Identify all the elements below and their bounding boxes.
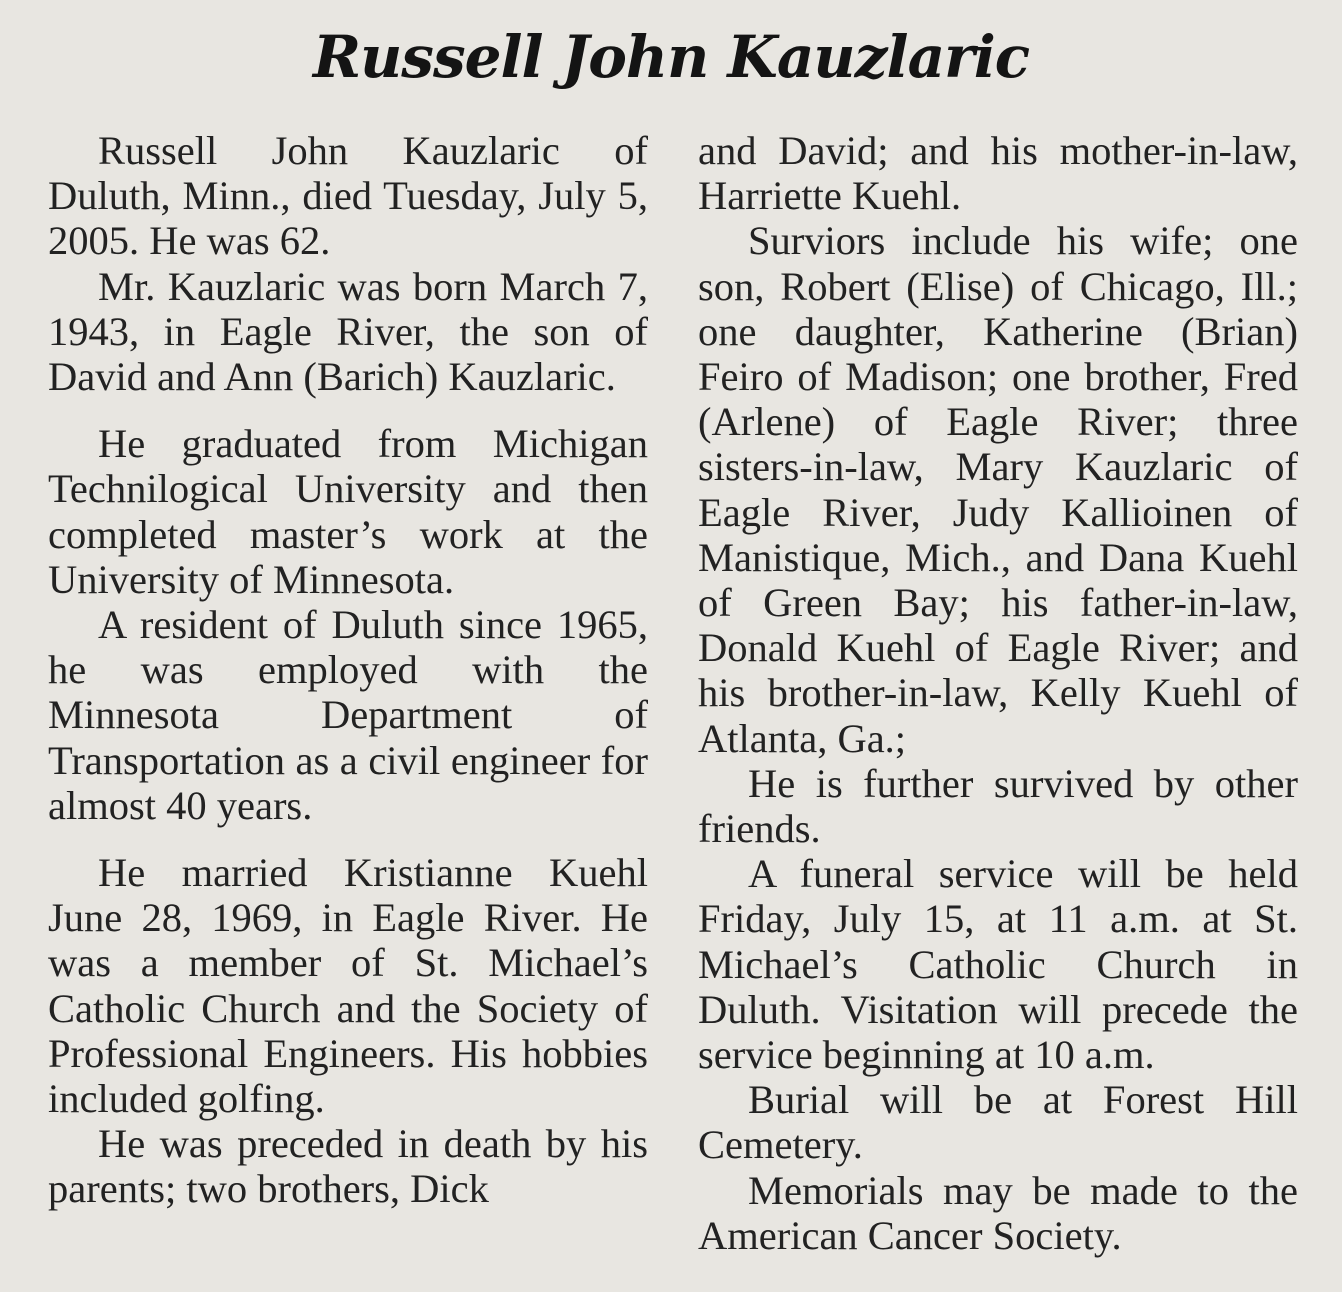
paragraph-preceded-continued: and David; and his mother-in-law, Harriette Kuehl. bbox=[698, 128, 1298, 219]
paragraph-preceded-in-death: He was preceded in death by his parents; two brothers, Dick bbox=[48, 1121, 648, 1212]
obituary-title: Russell John Kauzlaric bbox=[312, 23, 1030, 91]
paragraph-education: He graduated from Michigan Technilogical University and then completed master’s work at the University of Minnesota. bbox=[48, 421, 648, 602]
paragraph-birth: Mr. Kauzlaric was born March 7, 1943, in Eagle River, the son of David and Ann (Barich) Kauzlaric. bbox=[48, 263, 648, 400]
right-column bbox=[698, 128, 1298, 1258]
paragraph-death-notice: Russell John Kauzlaric of Duluth, Minn., died Tuesday, July 5, 2005. He was 62. bbox=[48, 128, 648, 264]
paragraph-career: A resident of Duluth since 1965, he was employed with the Minnesota Department of Transportation as a civil engineer for almost 40 years. bbox=[48, 602, 648, 828]
paragraph-marriage: He married Kristianne Kuehl June 28, 1969, in Eagle River. He was a member of St. Michael’s Catholic Church and the Society of Professional Engineers. His hobbies included golfing. bbox=[48, 850, 648, 1122]
paragraph-burial: Burial will be at Forest Hill Cemetery. bbox=[698, 1077, 1298, 1168]
paragraph-funeral-service: A funeral service will be held Friday, July 15, at 11 a.m. at St. Michael’s Catholic Church in Duluth. Visitation will precede the service beginning at 10 a.m. bbox=[698, 851, 1298, 1078]
paragraph-friends: He is further survived by other friends. bbox=[698, 760, 1298, 852]
left-column bbox=[48, 128, 648, 1212]
paragraph-survivors: Surviors include his wife; one son, Robert (Elise) of Chicago, Ill.; one daughter, Katherine (Brian) Feiro of Madison; one brother, Fred (Arlene) of Eagle River; three sisters-in-law, Mary Kauzlaric of Eagle River, Judy Kallioinen of Manistique, Mich., and Dana Kuehl of Green Bay; his father-in-law, Donald Kuehl of Eagle River; and his brother-in-law, Kelly Kuehl of Atlanta, Ga.; bbox=[698, 218, 1298, 761]
paragraph-memorials: Memorials may be made to the American Cancer Society. bbox=[698, 1167, 1298, 1258]
